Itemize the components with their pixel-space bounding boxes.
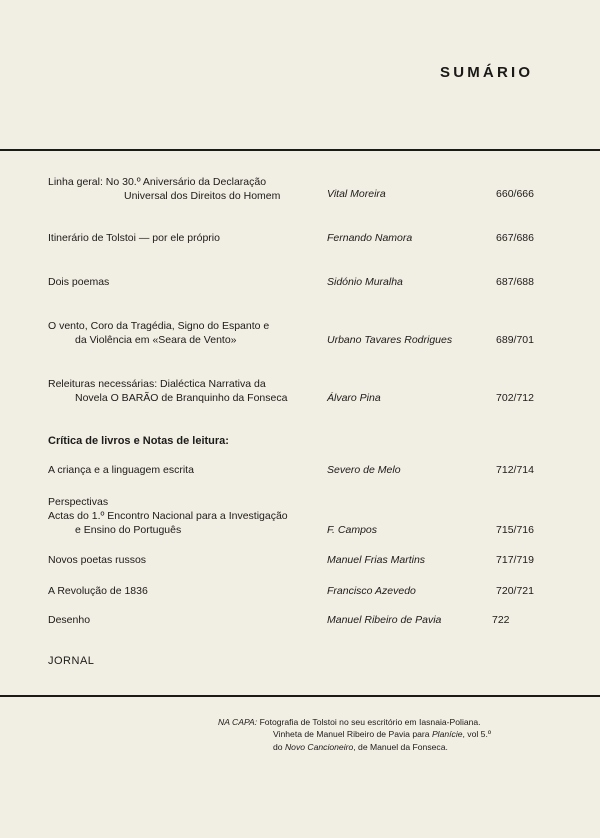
title-line: e Ensino do Português: [75, 524, 182, 536]
toc-entry-author: F. Campos: [327, 524, 377, 536]
caption-line: [218, 716, 558, 728]
bottom-divider: [0, 695, 600, 697]
toc-entry-title: A Revolução de 1836: [48, 585, 148, 597]
caption-line: [218, 741, 558, 753]
toc-entry-title: [48, 175, 316, 203]
toc-entry-title: Novos poetas russos: [48, 554, 147, 566]
toc-entry-author: Sidónio Muralha: [327, 276, 403, 288]
toc-entry-pages: 720/721: [496, 585, 534, 597]
toc-entry-title: Desenho: [48, 614, 91, 626]
cover-caption: [218, 716, 558, 753]
page-title: SUMÁRIO: [440, 64, 534, 81]
title-line: Novela O BARÃO de Branquinho da Fonseca: [75, 392, 288, 404]
caption-line: [218, 728, 558, 740]
jornal-heading: JORNAL: [48, 655, 95, 667]
toc-entry-author: Urbano Tavares Rodrigues: [327, 334, 453, 346]
toc-entry-pages: 667/686: [496, 232, 534, 244]
toc-entry-title: [48, 319, 316, 347]
toc-entry-title: A criança e a linguagem escrita: [48, 464, 194, 476]
toc-entry-title: [48, 231, 316, 245]
title-line: Universal dos Direitos do Homem: [124, 190, 281, 202]
toc-entry-author: Manuel Ribeiro de Pavia: [327, 614, 442, 626]
title-line: Linha geral: No 30.º Aniversário da Declaração: [48, 176, 267, 188]
toc-entry-pages: 689/701: [496, 334, 534, 346]
caption-text: Fotografia de Tolstoi no seu escritório em Iasnaia-Poliana.: [259, 717, 481, 727]
title-line: Dois poemas: [48, 276, 110, 288]
toc-entry-title: [48, 509, 316, 537]
caption-text: Vinheta de Manuel Ribeiro de Pavia para: [273, 729, 432, 740]
title-line: Actas do 1.º Encontro Nacional para a Investigação: [48, 510, 288, 522]
toc-entry-author: Severo de Melo: [327, 464, 401, 476]
caption-label: NA CAPA:: [218, 717, 258, 727]
toc-entry-pages: 660/666: [496, 188, 534, 200]
toc-entry-author: Vital Moreira: [327, 188, 386, 200]
title-line: O vento, Coro da Tragédia, Signo do Espanto e: [48, 320, 270, 332]
toc-entry-title: [48, 377, 316, 405]
toc-entry-author: Fernando Namora: [327, 232, 413, 244]
caption-title: Planície: [431, 729, 463, 740]
toc-entry-pages: 722: [492, 614, 510, 626]
toc-entry-pages: 712/714: [496, 464, 534, 476]
caption-text: , de Manuel da Fonseca.: [353, 741, 448, 752]
top-divider: [0, 149, 600, 151]
toc-entry-author: Manuel Frias Martins: [327, 554, 426, 566]
caption-text: do: [273, 741, 285, 752]
caption-text: , vol 5.º: [462, 729, 491, 740]
toc-entry-title: [48, 275, 316, 289]
toc-entry-pages: 687/688: [496, 276, 534, 288]
title-line: Releituras necessárias: Dialéctica Narrativa da: [48, 378, 266, 390]
toc-entry-author: Álvaro Pina: [327, 392, 381, 404]
title-line: Itinerário de Tolstoi — por ele próprio: [48, 232, 220, 244]
title-line: da Violência em «Seara de Vento»: [75, 334, 237, 346]
caption-title: Novo Cancioneiro: [284, 741, 354, 752]
section-title: Crítica de livros e Notas de leitura:: [48, 435, 229, 447]
toc-entry-kicker: Perspectivas: [48, 496, 109, 508]
toc-entry-pages: 715/716: [496, 524, 534, 536]
toc-entry-pages: 717/719: [496, 554, 534, 566]
toc-entry-pages: 702/712: [496, 392, 534, 404]
toc-entry-author: Francisco Azevedo: [327, 585, 416, 597]
